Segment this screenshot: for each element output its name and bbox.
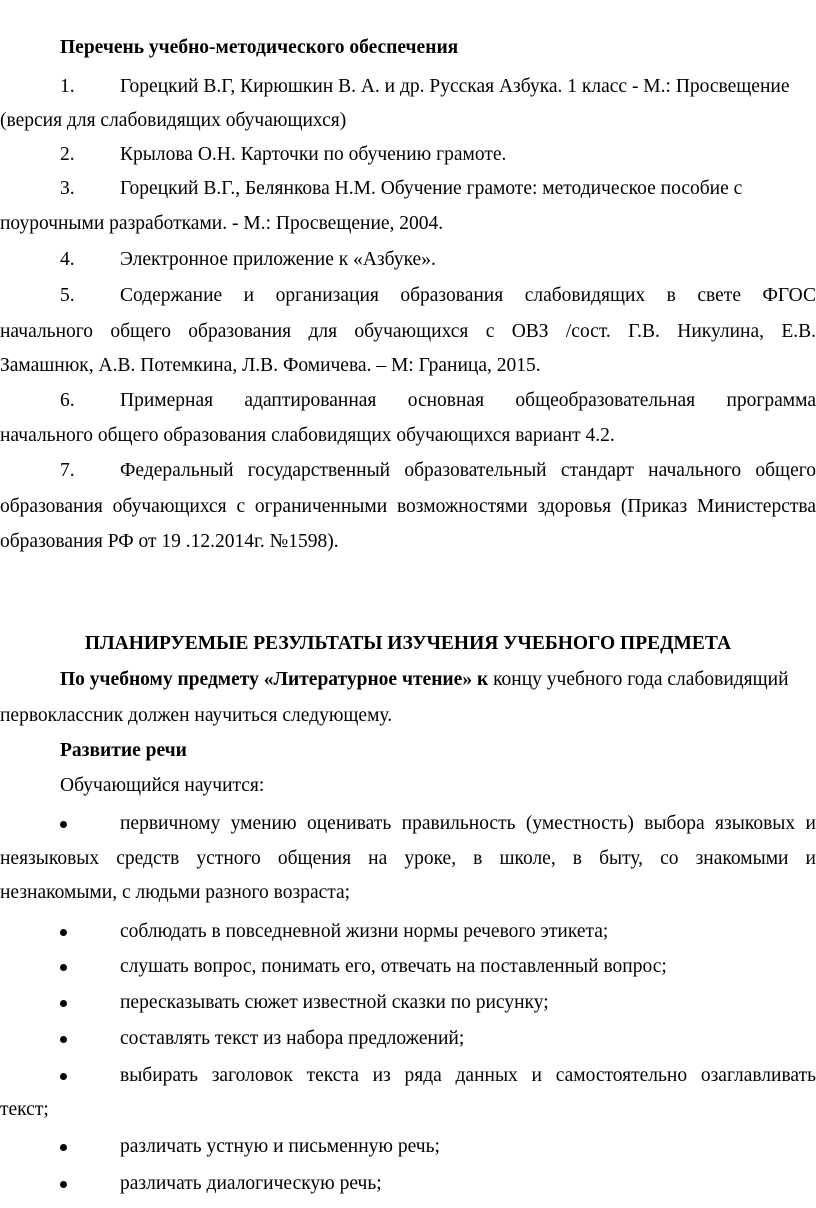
bullet-icon [60,1000,67,1007]
reference-item-3-line2: поурочными разработками. - М.: Просвещение, 2004. [0,213,444,234]
bullet-text: пересказывать сюжет известной сказки по рисунку; [120,992,549,1013]
bullet-item-1-line3: незнакомыми, с людьми разного возраста; [0,882,351,903]
reference-text: Горецкий В.Г., Белянкова Н.М. Обучение грамоте: методическое пособие с [120,178,743,199]
bullet-item-1-line2: неязыковых средств устного общения на уроке, в школе, в быту, со знакомыми и [0,848,816,869]
results-intro-line1 [60,668,816,692]
bullet-text: различать диалогическую речь; [120,1173,382,1194]
references-title: Перечень учебно-методического обеспечения [60,37,459,58]
reference-item-7-line2: образования обучающихся с ограниченными возможностями здоровья (Приказ Министерства [0,496,816,517]
bullet-icon [60,1181,67,1188]
reference-number: 1. [60,76,75,97]
reference-item-6-line2: начального общего образования слабовидящих обучающихся вариант 4.2. [0,425,615,446]
reference-text: Электронное приложение к «Азбуке». [120,249,436,270]
reference-item-5-line3: Замашнюк, А.В. Потемкина, Л.В. Фомичева. – М: Граница, 2015. [0,355,541,376]
reference-item-7-line3: образования РФ от 19 .12.2014г. №1598). [0,531,339,552]
section-title: Развитие речи [60,740,187,761]
bullet-text: соблюдать в повседневной жизни нормы речевого этикета; [120,921,609,942]
reference-text: Содержание и организация образования слабовидящих в свете ФГОС [120,285,816,306]
bullet-item-6-line2: текст; [0,1099,49,1120]
reference-number: 7. [60,460,75,481]
bullet-icon [60,821,67,828]
results-intro-rest: концу учебного года слабовидящий [488,669,789,690]
reference-number: 3. [60,178,75,199]
bullet-icon [60,929,67,936]
reference-number: 6. [60,390,75,411]
reference-text: Горецкий В.Г, Кирюшкин В. А. и др. Русская Азбука. 1 класс - М.: Просвещение [120,76,790,97]
reference-number: 2. [60,144,75,165]
results-intro-line2: первоклассник должен научиться следующему. [0,705,393,726]
reference-text: Примерная адаптированная основная общеобразовательная программа [120,390,816,411]
bullet-text: различать устную и письменную речь; [120,1136,440,1157]
learner-label: Обучающийся научится: [60,775,265,796]
reference-text: Крылова О.Н. Карточки по обучению грамоте. [120,144,507,165]
results-intro-bold: По учебному предмету «Литературное чтение» к [60,669,489,690]
bullet-icon [60,1144,67,1151]
bullet-text: выбирать заголовок текста из ряда данных и самостоятельно озаглавливать [120,1065,816,1086]
reference-item-1-line2: (версия для слабовидящих обучающихся) [0,110,347,131]
reference-item-5-line2: начального общего образования для обучающихся с ОВЗ /сост. Г.В. Никулина, Е.В. [0,321,816,342]
bullet-text: составлять текст из набора предложений; [120,1028,465,1049]
bullet-text: первичному умению оценивать правильность (уместность) выбора языковых и [120,813,816,834]
bullet-icon [60,964,67,971]
bullet-text: слушать вопрос, понимать его, отвечать на поставленный вопрос; [120,956,667,977]
reference-number: 4. [60,249,75,270]
reference-text: Федеральный государственный образовательный стандарт начального общего [120,460,816,481]
bullet-icon [60,1036,67,1043]
results-heading: ПЛАНИРУЕМЫЕ РЕЗУЛЬТАТЫ ИЗУЧЕНИЯ УЧЕБНОГО ПРЕДМЕТА [84,633,732,654]
bullet-icon [60,1073,67,1080]
reference-number: 5. [60,285,75,306]
